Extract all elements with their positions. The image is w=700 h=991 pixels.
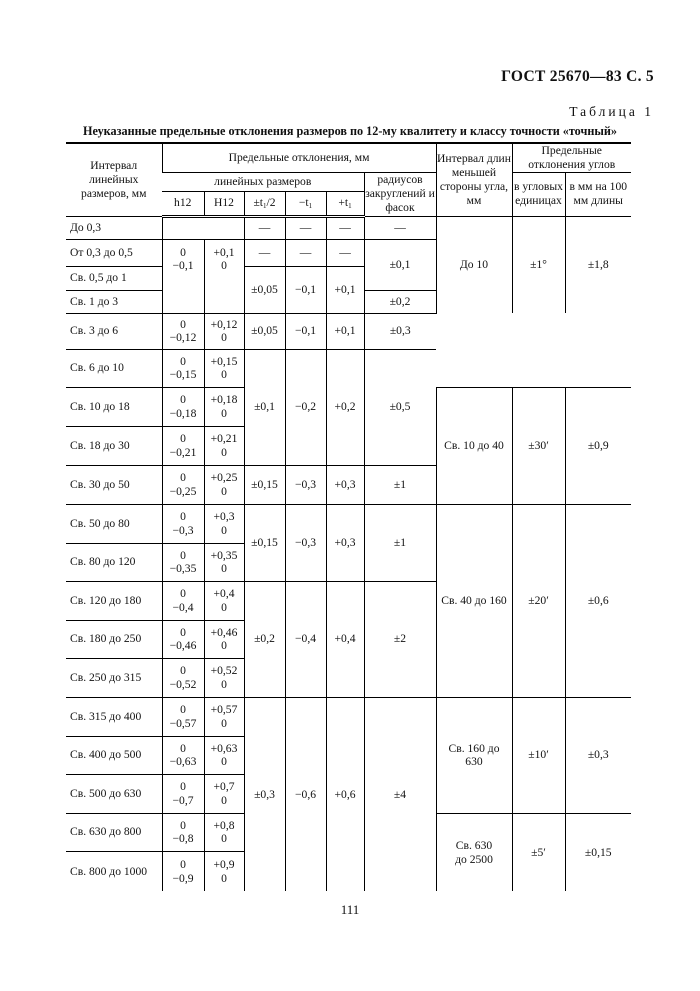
- interval-cell: Св. 10 до 18: [66, 387, 162, 426]
- H12-cell: +0,4 0: [204, 581, 244, 620]
- H12-cell: +0,46 0: [204, 620, 244, 658]
- angle-angular-cell: ±10′: [512, 697, 565, 813]
- H12-cell: +0,15 0: [204, 349, 244, 387]
- radii-cell: ±0,2: [364, 290, 436, 313]
- minus-t1-cell: −0,1: [285, 266, 326, 313]
- interval-cell: Св. 180 до 250: [66, 620, 162, 658]
- h12-cell: 0 −0,46: [162, 620, 204, 658]
- angle-angular-cell: ±30′: [512, 387, 565, 504]
- header-per-100mm: в мм на 100 мм длины: [565, 172, 631, 216]
- h12-cell: 0 −0,8: [162, 813, 204, 851]
- document-code: ГОСТ 25670—83 С. 5: [501, 68, 654, 85]
- header-radii: радиусов закруглений и фасок: [364, 172, 436, 216]
- radii-cell: ±4: [364, 697, 436, 891]
- dash-cell: —: [326, 216, 364, 239]
- radii-cell: ±0,5: [364, 349, 436, 465]
- plus-t1-cell: +0,4: [326, 581, 364, 697]
- interval-cell: Св. 400 до 500: [66, 736, 162, 774]
- angle-interval-cell: Св. 160 до 630: [436, 697, 512, 813]
- interval-cell: Св. 500 до 630: [66, 774, 162, 813]
- angle-per100-cell: ±1,8: [565, 216, 631, 313]
- h12-cell: 0 −0,63: [162, 736, 204, 774]
- angle-per100-cell: ±0,15: [565, 813, 631, 891]
- angle-angular-cell: ±1°: [512, 216, 565, 313]
- h12-cell: 0 −0,7: [162, 774, 204, 813]
- H12-cell: +0,1 0: [204, 239, 244, 313]
- interval-cell: Св. 630 до 800: [66, 813, 162, 851]
- interval-cell: Св. 315 до 400: [66, 697, 162, 736]
- minus-t1-cell: −0,4: [285, 581, 326, 697]
- header-plus-t1: $+t_1$: [326, 191, 364, 216]
- angle-interval-cell: До 10: [436, 216, 512, 313]
- h12-cell: 0 −0,52: [162, 658, 204, 697]
- plus-t1-cell: +0,6: [326, 697, 364, 891]
- interval-cell: Св. 800 до 1000: [66, 851, 162, 891]
- H12-cell: +0,25 0: [204, 465, 244, 504]
- angle-per100-cell: ±0,3: [565, 697, 631, 813]
- H12-cell: +0,21 0: [204, 426, 244, 465]
- interval-cell: Св. 18 до 30: [66, 426, 162, 465]
- minus-t1-cell: −0,6: [285, 697, 326, 891]
- H12-cell: +0,18 0: [204, 387, 244, 426]
- interval-cell: От 0,3 до 0,5: [66, 239, 162, 266]
- H12-cell: +0,7 0: [204, 774, 244, 813]
- angle-angular-cell: ±20′: [512, 504, 565, 697]
- dash-cell: —: [244, 239, 285, 266]
- minus-t1-cell: −0,3: [285, 504, 326, 581]
- t1-half-cell: ±0,15: [244, 465, 285, 504]
- angle-per100-cell: ±0,9: [565, 387, 631, 504]
- angle-angular-cell: ±5′: [512, 813, 565, 891]
- table-title: Неуказанные предельные отклонения размеров по 12-му квалитету и классу точности «точный»: [83, 124, 617, 138]
- plus-t1-cell: +0,1: [326, 266, 364, 313]
- interval-cell: Св. 0,5 до 1: [66, 266, 162, 290]
- dash-cell: —: [285, 239, 326, 266]
- interval-cell: Св. 3 до 6: [66, 313, 162, 349]
- header-interval-linear: Интервал линейных размеров, мм: [66, 143, 162, 216]
- H12-cell: +0,57 0: [204, 697, 244, 736]
- header-angle-deviations: Предельные отклонения углов: [512, 143, 631, 172]
- header-t1-half: $\pm t_1/2$: [244, 191, 285, 216]
- t1-half-cell: ±0,2: [244, 581, 285, 697]
- plus-t1-cell: +0,2: [326, 349, 364, 465]
- H12-cell: +0,3 0: [204, 504, 244, 543]
- t1-half-cell: ±0,05: [244, 313, 285, 349]
- angle-interval-cell: Св. 10 до 40: [436, 387, 512, 504]
- plus-t1-cell: +0,1: [326, 313, 364, 349]
- interval-cell: До 0,3: [70, 220, 102, 234]
- interval-cell: Св. 1 до 3: [66, 290, 162, 313]
- h12-cell: 0 −0,4: [162, 581, 204, 620]
- h12-cell: 0 −0,9: [162, 851, 204, 891]
- H12-cell: +0,35 0: [204, 543, 244, 581]
- H12-cell: +0,8 0: [204, 813, 244, 851]
- t1-half-cell: ±0,05: [244, 266, 285, 313]
- dash-cell: —: [244, 216, 285, 239]
- table-number: Таблица 1: [569, 104, 654, 119]
- plus-t1-cell: +0,3: [326, 465, 364, 504]
- angle-interval-cell: Св. 40 до 160: [436, 504, 512, 697]
- radii-cell: ±1: [364, 465, 436, 504]
- dash-cell: —: [326, 239, 364, 266]
- interval-cell: Св. 250 до 315: [66, 658, 162, 697]
- h12-cell: 0 −0,21: [162, 426, 204, 465]
- header-h12: h12: [162, 191, 204, 216]
- dash-cell: —: [285, 216, 326, 239]
- header-interval-length: Интервал длин меньшей стороны угла, мм: [436, 143, 512, 216]
- radii-cell: ±0,1: [364, 239, 436, 290]
- header-linear-sizes: линейных размеров: [162, 172, 364, 191]
- page-number: 111: [340, 902, 360, 917]
- tolerance-table: [66, 142, 631, 891]
- H12-cell: +0,9 0: [204, 851, 244, 891]
- plus-t1-cell: +0,3: [326, 504, 364, 581]
- header-H12: H12: [204, 191, 244, 216]
- minus-t1-cell: −0,1: [285, 313, 326, 349]
- h12-cell: 0 −0,15: [162, 349, 204, 387]
- h12-cell: 0 −0,12: [162, 313, 204, 349]
- header-minus-t1: $-t_1$: [285, 191, 326, 216]
- radii-cell: ±0,3: [364, 313, 436, 349]
- radii-cell: ±1: [364, 504, 436, 581]
- h12-cell: 0 −0,35: [162, 543, 204, 581]
- interval-cell: Св. 120 до 180: [66, 581, 162, 620]
- header-angular-units: в угловых единицах: [512, 172, 565, 216]
- angle-interval-cell: Св. 630 до 2500: [436, 813, 512, 891]
- dash-cell: —: [364, 216, 436, 239]
- h12-cell: 0 −0,1: [162, 239, 204, 313]
- h12-cell: 0 −0,57: [162, 697, 204, 736]
- interval-cell: Св. 30 до 50: [66, 465, 162, 504]
- H12-cell: +0,63 0: [204, 736, 244, 774]
- h12-cell: 0 −0,18: [162, 387, 204, 426]
- t1-half-cell: ±0,15: [244, 504, 285, 581]
- interval-cell: Св. 6 до 10: [66, 349, 162, 387]
- minus-t1-cell: −0,3: [285, 465, 326, 504]
- interval-cell: Св. 80 до 120: [66, 543, 162, 581]
- header-limit-deviations: Предельные отклонения, мм: [162, 143, 436, 172]
- radii-cell: ±2: [364, 581, 436, 697]
- minus-t1-cell: −0,2: [285, 349, 326, 465]
- H12-cell: +0,12 0: [204, 313, 244, 349]
- t1-half-cell: ±0,1: [244, 349, 285, 465]
- angle-per100-cell: ±0,6: [565, 504, 631, 697]
- t1-half-cell: ±0,3: [244, 697, 285, 891]
- H12-cell: +0,52 0: [204, 658, 244, 697]
- h12-cell: 0 −0,25: [162, 465, 204, 504]
- h12-cell: 0 −0,3: [162, 504, 204, 543]
- interval-cell: Св. 50 до 80: [66, 504, 162, 543]
